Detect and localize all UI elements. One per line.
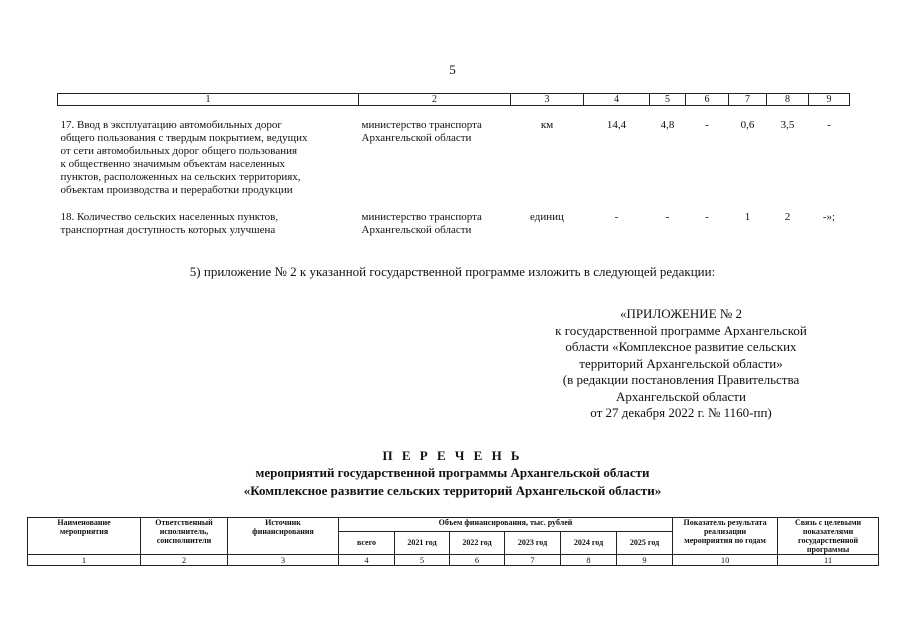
- header-year: 2024 год: [561, 532, 617, 555]
- value-cell: 4,8: [660, 119, 675, 131]
- appendix-line: к государственной программе Архангельской: [555, 322, 807, 338]
- table-row: [58, 197, 850, 237]
- list-title: П Е Р Е Ч Е Н Ь: [382, 448, 523, 463]
- indicators-table-continuation: [57, 93, 850, 237]
- appendix-line: Архангельской области: [616, 388, 746, 404]
- col-num: 3: [511, 94, 584, 106]
- list-subtitle: мероприятий государственной программы Архангельской области: [255, 465, 650, 480]
- col-num: 5: [395, 555, 450, 566]
- col-num: 2: [359, 94, 511, 106]
- table-header-row: [28, 518, 879, 532]
- value-cell: -: [705, 119, 709, 131]
- col-num: 8: [767, 94, 809, 106]
- header-funding-source: Источник финансирования: [228, 518, 339, 555]
- value-cell: -: [705, 211, 709, 223]
- column-number-row: [58, 94, 850, 106]
- col-num: 10: [673, 555, 778, 566]
- appendix-line: территорий Архангельской области»: [579, 355, 783, 371]
- value-cell: -»;: [822, 211, 836, 223]
- appendix-line: (в редакции постановления Правительства: [562, 372, 800, 387]
- value-cell: 1: [744, 211, 751, 223]
- col-num: 7: [505, 555, 561, 566]
- value-cell: 14,4: [606, 119, 627, 131]
- indicator-name: 17. Ввод в эксплуатацию автомобильных дорог общего пользования с твердым покрытием, ведущих от сети автомобильных дорог общего пользования к общественно значимым объектам населенных пунктов, расположенных на сельских территориях, объектам производства и переработки продукции: [60, 119, 308, 196]
- col-num: 5: [650, 94, 686, 106]
- unit: единиц: [530, 211, 564, 223]
- col-num: 2: [141, 555, 228, 566]
- col-num: 9: [809, 94, 850, 106]
- col-num: 4: [584, 94, 650, 106]
- value-cell: 2: [784, 211, 791, 223]
- list-subtitle: «Комплексное развитие сельских территорий Архангельской области»: [243, 483, 662, 498]
- column-number-row: [28, 555, 879, 566]
- col-num: 1: [28, 555, 141, 566]
- unit: км: [540, 119, 554, 131]
- appendix-line: от 27 декабря 2022 г. № 1160-пп): [590, 405, 772, 420]
- table-row: [58, 106, 850, 198]
- appendix-line: области «Комплексное развитие сельских: [565, 339, 797, 354]
- value-cell: 3,5: [780, 119, 795, 131]
- measures-table: [27, 517, 879, 566]
- col-num: 3: [228, 555, 339, 566]
- executor: министерство транспорта Архангельской области: [361, 211, 482, 236]
- header-executor: Ответственный исполнитель, соисполнители: [141, 518, 228, 555]
- header-result-indicator: Показатель результата реализации мероприятия по годам: [673, 518, 778, 555]
- header-year: 2021 год: [395, 532, 450, 555]
- header-funding-volume: Объем финансирования, тыс. рублей: [339, 518, 673, 532]
- value-cell: -: [614, 211, 619, 223]
- page-number: 5: [449, 62, 456, 77]
- header-activity-name: Наименование мероприятия: [28, 518, 141, 555]
- header-total: всего: [339, 532, 395, 555]
- col-num: 9: [617, 555, 673, 566]
- header-year: 2023 год: [505, 532, 561, 555]
- indicator-name: 18. Количество сельских населенных пунктов, транспортная доступность которых улучшена: [60, 211, 279, 236]
- header-target-link: Связь с целевыми показателями государственной программы: [778, 518, 879, 555]
- col-num: 11: [778, 555, 879, 566]
- value-cell: -: [665, 211, 670, 223]
- appendix-line: «ПРИЛОЖЕНИЕ № 2: [619, 306, 743, 321]
- col-num: 8: [561, 555, 617, 566]
- col-num: 4: [339, 555, 395, 566]
- executor: министерство транспорта Архангельской области: [361, 119, 482, 144]
- col-num: 6: [450, 555, 505, 566]
- header-year: 2025 год: [617, 532, 673, 555]
- value-cell: -: [827, 119, 831, 131]
- header-year: 2022 год: [450, 532, 505, 555]
- appendix-heading: [520, 306, 842, 422]
- paragraph-5: 5) приложение № 2 к указанной государственной программе изложить в следующей редакции:: [189, 264, 716, 279]
- col-num: 6: [686, 94, 729, 106]
- col-num: 1: [58, 94, 359, 106]
- col-num: 7: [729, 94, 767, 106]
- value-cell: 0,6: [740, 119, 755, 131]
